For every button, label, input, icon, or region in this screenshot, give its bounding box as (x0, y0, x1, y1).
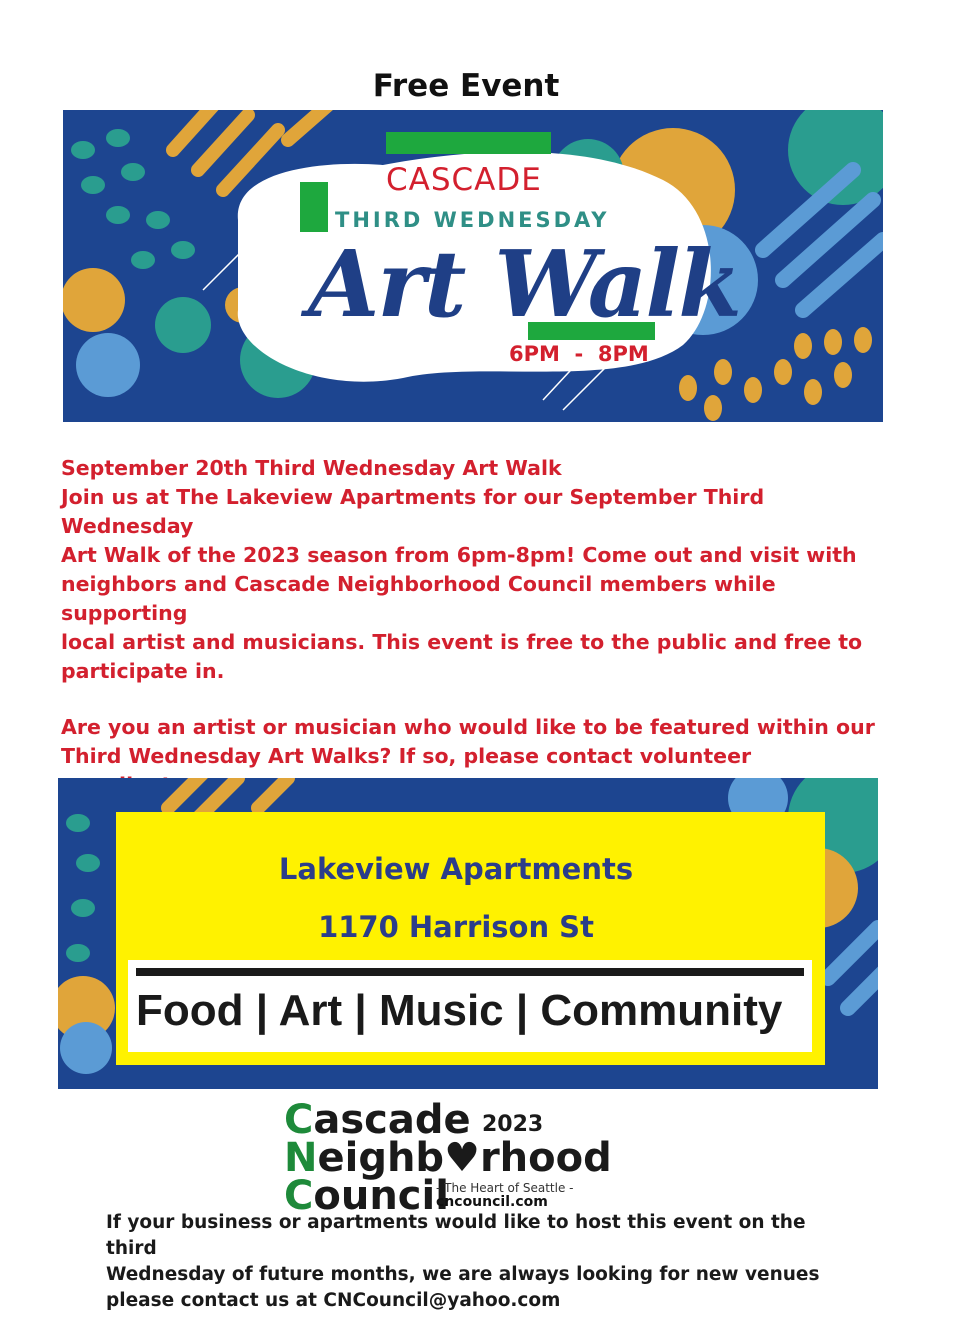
host-line: please contact us at CNCouncil@yahoo.com (106, 1290, 561, 1311)
host-invitation (106, 1210, 826, 1314)
tagline-box (128, 960, 812, 1052)
details-line: participate in. (61, 659, 225, 683)
logo-line-council: Council (284, 1173, 449, 1219)
logo-line-neighborhood: Neighb♥rhood (284, 1135, 612, 1181)
art-walk-banner (63, 110, 883, 422)
banner-art-walk-title: Art Walk (308, 230, 741, 338)
tagline-text: Food | Art | Music | Community (136, 986, 783, 1035)
banner-cascade-label: CASCADE (386, 162, 542, 198)
banner-subtitle: THIRD WEDNESDAY (335, 208, 610, 232)
logo-tagline: - The Heart of Seattle - (436, 1181, 574, 1195)
details-line: Are you an artist or musician who would like to be featured within our (61, 715, 875, 739)
event-details (61, 454, 891, 829)
venue-banner (58, 778, 878, 1089)
logo-line-cascade: Cascade (284, 1097, 471, 1143)
logo-url: cncouncil.com (436, 1194, 548, 1210)
banner-times: 6PM - 8PM (509, 342, 649, 366)
venue-highlight-box (116, 812, 825, 1065)
details-line: Third Wednesday Art Walks? If so, please contact volunteer (61, 744, 752, 768)
details-line: Join us at The Lakeview Apartments for our September Third Wednesday (61, 485, 765, 538)
free-event-heading: Free Event (372, 68, 560, 104)
details-line: Art Walk of the 2023 season from 6pm-8pm! Come out and visit with (61, 543, 857, 567)
tagline-rule (136, 968, 804, 976)
heart-icon: ♥ (444, 1135, 480, 1181)
logo-year: 2023 (482, 1112, 544, 1137)
details-line: September 20th Third Wednesday Art Walk (61, 456, 562, 480)
venue-name: Lakeview Apartments (278, 852, 634, 886)
cnc-logo (284, 1097, 612, 1219)
host-line: If your business or apartments would like to host this event on the third (106, 1212, 806, 1259)
venue-address: 1170 Harrison St (318, 910, 594, 944)
details-line: neighbors and Cascade Neighborhood Council members while supporting (61, 572, 776, 625)
host-line: Wednesday of future months, we are always looking for new venues (106, 1264, 820, 1285)
details-line: local artist and musicians. This event is free to the public and free to (61, 630, 863, 654)
